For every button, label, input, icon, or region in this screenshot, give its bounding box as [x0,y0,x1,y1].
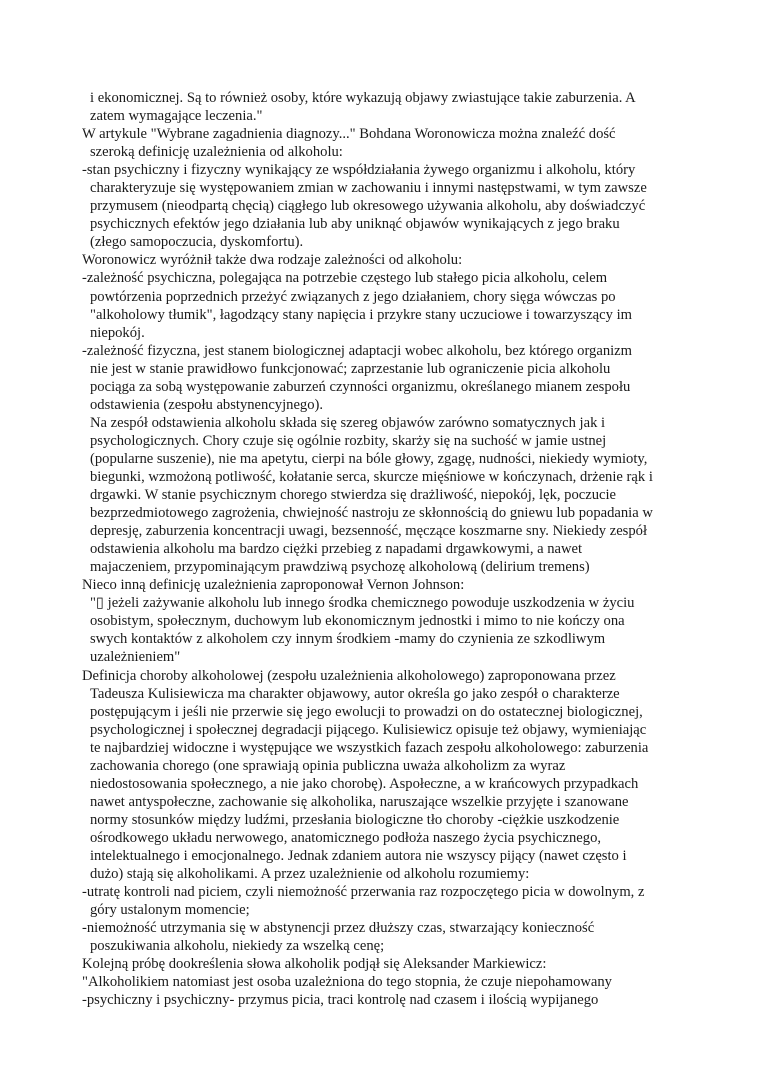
text-line: zachowania chorego (one sprawiają opinia publiczna uważa alkoholizm za wyraz [90,757,566,774]
text-line: W artykule "Wybrane zagadnienia diagnozy..." Bohdana Woronowicza można znaleźć dość [82,126,616,143]
text-line: -psychiczny i psychiczny- przymus picia, traci kontrolę nad czasem i ilością wypijanego [82,992,599,1009]
text-line: -utratę kontroli nad piciem, czyli niemożność przerwania raz rozpoczętego picia w dowolnym, z [82,884,645,901]
text-line: i ekonomicznej. Są to również osoby, które wykazują objawy zwiastujące takie zaburzenia. A [90,90,636,106]
text-line: drgawki. W stanie psychicznym chorego stwierdza się drażliwość, niepokój, lęk, poczucie [90,487,617,504]
text-line: "Alkoholikiem natomiast jest osoba uzależniona do tego stopnia, że czuje niepohamowany [82,974,612,991]
text-line: charakteryzuje się występowaniem zmian w zachowaniu i innymi następstwami, w tym zawsze [90,180,647,197]
text-line: Definicja choroby alkoholowej (zespołu uzależnienia alkoholowego) zaproponowana przez [82,667,616,684]
text-line: -zależność fizyczna, jest stanem biologicznej adaptacji wobec alkoholu, bez którego organizm [82,342,633,359]
text-line: psychicznych efektów jego działania lub aby uniknąć objawów wynikających z jego braku [90,216,620,233]
text-line: -stan psychiczny i fizyczny wynikający ze współdziałania żywego organizmu i alkoholu, który [82,162,636,179]
text-line: Nieco inną definicję uzależnienia zaproponował Vernon Johnson: [82,577,465,594]
text-line: psychologicznych. Chory czuje się ogólnie rozbity, skarży się na suchość w jamie ustnej [90,432,607,449]
text-line: osobistym, społecznym, duchowym lub ekonomicznym jednostki i mimo to nie kończy ona [90,613,625,630]
text-line: odstawienia alkoholu ma bardzo ciężki przebieg z napadami drgawkowymi, a nawet [90,541,583,558]
text-line: -zależność psychiczna, polegająca na potrzebie częstego lub stałego picia alkoholu, celem [82,270,608,287]
text-line: zatem wymagające leczenia." [90,108,263,125]
text-line: normy stosunków między ludźmi, przesłania biologiczne tło choroby -ciężkie uszkodzenie [90,811,620,828]
document-body-text [82,89,686,1009]
text-line: (popularne suszenie), nie ma apetytu, cierpi na bóle głowy, zgagę, nudności, niekiedy wymioty, [90,450,648,467]
text-line: biegunki, wzmożoną potliwość, kołatanie serca, skurcze mięśniowe w kończynach, drżenie rąk i [90,468,653,485]
text-line: -niemożność utrzymania się w abstynencji przez dłuższy czas, stwarzający konieczność [82,920,595,937]
text-line: nawet antyspołeczne, zachowanie się alkoholika, naruszające wszelkie przyjęte i szanowane [90,793,629,810]
text-line: Na zespół odstawienia alkoholu składa się szereg objawów zarówno somatycznych jak i [90,414,606,431]
text-line: intelektualnego i emocjonalnego. Jednak zdaniem autora nie wszyscy pijący (nawet często i [90,847,627,864]
text-line: Woronowicz wyróżnił także dwa rodzaje zależności od alkoholu: [82,252,463,269]
text-line: bezprzedmiotowego zagrożenia, chwiejność nastroju ze skłonnością do gniewu lub popadania w [90,505,653,522]
text-line: postępującym i jeśli nie przerwie się jego ewolucji to prowadzi on do ostatecznej biologicznej, [90,703,643,720]
text-line: szeroką definicję uzależnienia od alkoholu: [90,144,343,161]
text-line: Kolejną próbę dookreślenia słowa alkoholik podjął się Aleksander Markiewicz: [82,956,547,973]
text-line: dużo) stają się alkoholikami. A przez uzależnienie od alkoholu rozumiemy: [90,866,530,883]
text-line: psychologicznej i społecznej degradacji pijącego. Kulisiewicz opisuje też objawy, wymieniając [90,721,647,738]
text-line: te najbardziej widoczne i występujące we wszystkich fazach zespołu alkoholowego: zaburzenia [90,739,649,756]
text-line: góry ustalonym momencie; [90,902,250,919]
text-line: majaczeniem, przypominającym prawdziwą psychozę alkoholową (delirium tremens) [90,559,590,576]
text-line: pociąga za sobą występowanie zaburzeń czynności organizmu, określanego mianem zespołu [90,378,631,395]
text-line: (złego samopoczucia, dyskomfortu). [90,234,304,251]
text-line: "alkoholowy tłumik", łagodzący stany napięcia i przykre stany uczuciowe i towarzyszący im [90,306,632,323]
text-line: niepokój. [90,324,145,341]
text-line: powtórzenia poprzednich przeżyć związanych z jego działaniem, chory sięga wówczas po [90,288,616,305]
text-line: swych kontaktów z alkoholem czy innym środkiem -mamy do czynienia ze szkodliwym [90,631,606,648]
text-line: Tadeusza Kulisiewicza ma charakter objawowy, autor określa go jako zespół o charakterze [90,685,620,702]
text-line: przymusem (nieodpartą chęcią) ciągłego lub okresowego używania alkoholu, aby doświadczyć [90,198,646,215]
text-line: niedostosowania społecznego, a nie jako chorobę). Aspołeczne, a w krańcowych przypadkach [90,775,639,792]
text-line: uzależnieniem" [90,649,181,666]
text-line: depresję, zaburzenia koncentracji uwagi, bezsenność, męczące koszmarne sny. Niekiedy zespół [90,523,648,540]
text-line: ośrodkowego układu nerwowego, anatomicznego podłoża naszego życia psychicznego, [90,829,602,846]
text-line: odstawienia (zespołu abstynencyjnego). [90,396,324,413]
text-line: "▯ jeżeli zażywanie alkoholu lub innego środka chemicznego powoduje uszkodzenia w życiu [90,595,635,612]
text-line: nie jest w stanie prawidłowo funkcjonować; zaprzestanie lub ograniczenie picia alkoholu [90,360,611,377]
text-line: poszukiwania alkoholu, niekiedy za wszelką cenę; [90,938,385,955]
